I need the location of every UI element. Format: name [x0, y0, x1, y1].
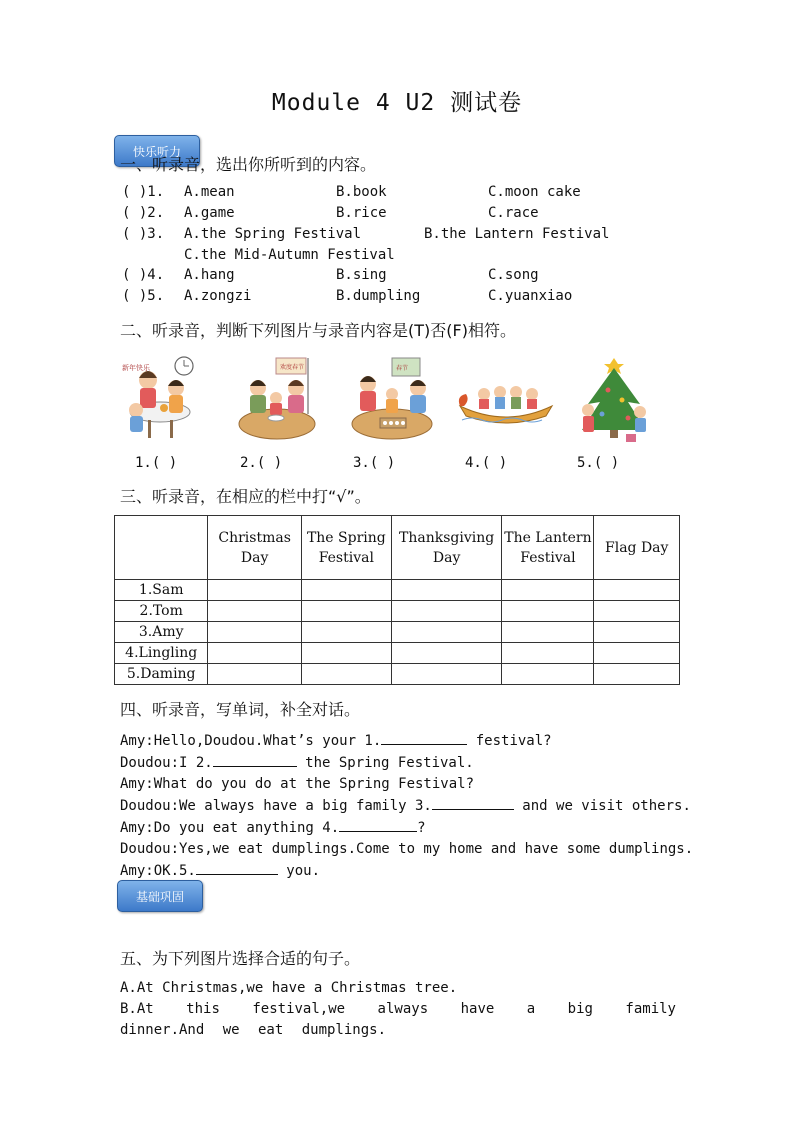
- check-cell[interactable]: [594, 601, 680, 622]
- question-number: ( )1.: [122, 184, 165, 200]
- dialogue-text: Doudou:We always have a big family 3.: [120, 798, 432, 814]
- check-cell[interactable]: [208, 622, 301, 643]
- option-c: C.the Mid-Autumn Festival: [184, 247, 395, 263]
- check-cell[interactable]: [391, 622, 502, 643]
- check-cell[interactable]: [208, 643, 301, 664]
- sentence-options: [120, 978, 676, 1041]
- option-b: B.book: [336, 184, 387, 200]
- svg-text:新年快乐: 新年快乐: [122, 364, 150, 372]
- check-cell[interactable]: [502, 601, 594, 622]
- check-cell[interactable]: [502, 664, 594, 685]
- column-header: Christmas Day: [208, 516, 301, 580]
- dialogue-line: [120, 817, 693, 839]
- option-b: B.dumpling: [336, 288, 421, 304]
- basics-badge: 基础巩固: [117, 880, 203, 912]
- question-number: ( )3.: [122, 226, 165, 242]
- check-cell[interactable]: [301, 580, 391, 601]
- picture-label-3: 3.( ): [353, 455, 396, 471]
- option-b: B.the Lantern Festival: [424, 226, 610, 242]
- question-number: ( )2.: [122, 205, 165, 221]
- check-cell[interactable]: [391, 580, 502, 601]
- table-header-row: [115, 516, 680, 580]
- answer-blank-1[interactable]: [381, 730, 467, 745]
- family-dumplings-picture-3: [348, 354, 436, 444]
- option-a: A.mean: [184, 184, 235, 200]
- option-a: A.the Spring Festival: [184, 226, 362, 242]
- question-number: ( )4.: [122, 267, 165, 283]
- svg-text:春节: 春节: [396, 365, 409, 372]
- option-c: C.moon cake: [488, 184, 581, 200]
- option-c: C.yuanxiao: [488, 288, 573, 304]
- dialogue-text: Doudou:Yes,we eat dumplings.Come to my home and have some dumplings.: [120, 841, 694, 857]
- table-corner: [115, 516, 208, 580]
- sentence-option-b: B.At this festival,we always have a big family dinner.And we eat dumplings.: [120, 1001, 676, 1038]
- row-header: 3.Amy: [115, 622, 208, 643]
- check-cell[interactable]: [208, 664, 301, 685]
- answer-blank-5[interactable]: [196, 860, 278, 875]
- column-header: Thanksgiving Day: [391, 516, 502, 580]
- option-c: C.song: [488, 267, 539, 283]
- answer-blank-4[interactable]: [339, 817, 417, 832]
- row-header: 4.Lingling: [115, 643, 208, 664]
- dialogue-text: Amy:What do you do at the Spring Festival?: [120, 776, 475, 792]
- dialogue-line: [120, 795, 693, 817]
- option-b: B.rice: [336, 205, 387, 221]
- option-a: A.hang: [184, 267, 235, 283]
- option-a: A.game: [184, 205, 235, 221]
- check-cell[interactable]: [594, 643, 680, 664]
- section5-heading: 五、为下列图片选择合适的句子。: [120, 949, 361, 968]
- section2-heading: 二、听录音，判断下列图片与录音内容是(T)否(F)相符。: [120, 321, 516, 340]
- check-cell[interactable]: [594, 664, 680, 685]
- table-row: [115, 643, 680, 664]
- christmas-tree-picture-5: [574, 354, 654, 446]
- picture-label-1: 1.( ): [135, 455, 178, 471]
- option-b: B.sing: [336, 267, 387, 283]
- check-cell[interactable]: [391, 601, 502, 622]
- dialogue-text: festival?: [467, 733, 552, 749]
- table-row: [115, 601, 680, 622]
- table-row: [115, 580, 680, 601]
- family-table-picture-1: [118, 354, 198, 444]
- dialogue-text: Amy:Hello,Doudou.What’s your 1.: [120, 733, 382, 749]
- section1-heading: 一、听录音，选出你所听到的内容。: [120, 155, 377, 174]
- check-cell[interactable]: [301, 601, 391, 622]
- section4-heading: 四、听录音，写单词，补全对话。: [120, 700, 361, 719]
- dialogue-line: [120, 839, 693, 860]
- dialogue-text: ?: [417, 820, 426, 836]
- check-cell[interactable]: [208, 601, 301, 622]
- check-cell[interactable]: [502, 622, 594, 643]
- check-cell[interactable]: [301, 664, 391, 685]
- check-cell[interactable]: [301, 622, 391, 643]
- row-header: 1.Sam: [115, 580, 208, 601]
- picture-row: [118, 354, 678, 446]
- dialogue-text: the Spring Festival.: [296, 755, 474, 771]
- row-header: 5.Daming: [115, 664, 208, 685]
- dialogue-text: Amy:OK.5.: [120, 863, 196, 879]
- option-a: A.zongzi: [184, 288, 252, 304]
- dialogue: [120, 730, 693, 882]
- check-cell[interactable]: [391, 643, 502, 664]
- page-title: Module 4 U2 测试卷: [271, 90, 523, 116]
- dialogue-line: [120, 752, 693, 774]
- check-cell[interactable]: [208, 580, 301, 601]
- check-cell[interactable]: [594, 622, 680, 643]
- column-header: The Spring Festival: [301, 516, 391, 580]
- check-cell[interactable]: [502, 643, 594, 664]
- picture-label-2: 2.( ): [240, 455, 283, 471]
- option-c: C.race: [488, 205, 539, 221]
- svg-text:欢度春节: 欢度春节: [280, 364, 305, 371]
- family-table-picture-2: [236, 354, 318, 444]
- festival-table: [114, 515, 680, 685]
- check-cell[interactable]: [301, 643, 391, 664]
- dialogue-text: Amy:Do you eat anything 4.: [120, 820, 340, 836]
- answer-blank-3[interactable]: [432, 795, 514, 810]
- check-cell[interactable]: [594, 580, 680, 601]
- dialogue-line: [120, 730, 693, 752]
- sentence-option-a: A.At Christmas,we have a Christmas tree.: [120, 980, 458, 996]
- listening-badge: 快乐听力: [114, 135, 200, 167]
- table-row: [115, 622, 680, 643]
- dialogue-line: [120, 774, 693, 795]
- dialogue-text: Doudou:I 2.: [120, 755, 213, 771]
- column-header: The Lantern Festival: [502, 516, 594, 580]
- dragon-boat-picture-4: [456, 354, 556, 444]
- dialogue-line: [120, 860, 693, 882]
- dialogue-text: you.: [277, 863, 321, 879]
- table-row: [115, 664, 680, 685]
- check-cell[interactable]: [391, 664, 502, 685]
- section3-heading: 三、听录音，在相应的栏中打“√”。: [120, 487, 371, 506]
- answer-blank-2[interactable]: [213, 752, 297, 767]
- column-header: Flag Day: [594, 516, 680, 580]
- picture-label-5: 5.( ): [577, 455, 620, 471]
- row-header: 2.Tom: [115, 601, 208, 622]
- picture-label-4: 4.( ): [465, 455, 508, 471]
- check-cell[interactable]: [502, 580, 594, 601]
- question-number: ( )5.: [122, 288, 165, 304]
- dialogue-text: and we visit others.: [513, 798, 691, 814]
